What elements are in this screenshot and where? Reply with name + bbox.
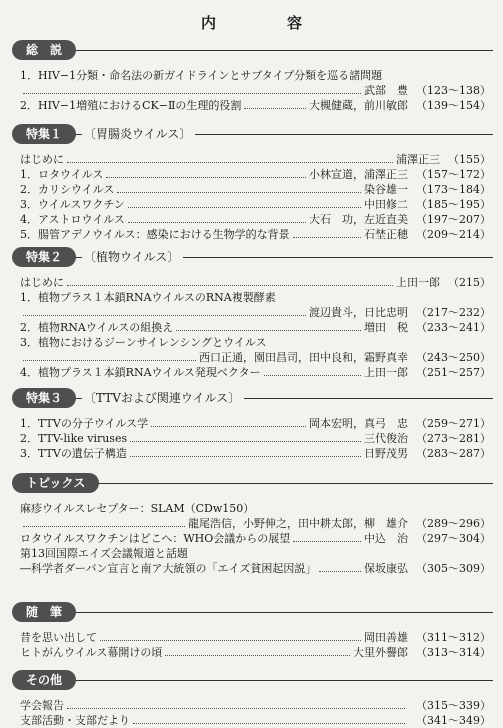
section-header [0,247,503,269]
toc-section [0,124,503,242]
dot-leader [128,222,306,223]
toc-entry-continuation[interactable] [0,305,503,320]
dot-leader [244,108,306,109]
toc-entry[interactable] [0,416,503,431]
section-header [0,124,503,146]
entry-author: 西口正通，園田昌司，田中良和，霜野真幸 [199,351,408,364]
entry-pages: （311〜312） [416,631,491,644]
entry-title: 3．TTVの遺伝子構造 [20,447,127,460]
entry-author: 大里外譽郎 [353,646,408,659]
toc-section [0,473,503,576]
entry-title: 1．ロタウイルス [20,168,104,181]
entry-pages: （173〜184） [416,183,491,196]
entry-author: 上田一郎 [364,366,408,379]
entry-title: 学会報告 [20,699,64,712]
toc-entry[interactable] [0,227,503,242]
toc-entry[interactable] [0,275,503,290]
toc-section [0,40,503,113]
dot-leader [165,655,350,656]
dot-leader [264,375,361,376]
section-entries [0,630,503,660]
dot-leader [23,360,196,361]
entry-author: 浦澤正三 [396,153,440,166]
entry-author: 小林宣道，浦澤正三 [309,168,408,181]
section-entries [0,416,503,461]
section-label: 随 筆 [12,602,76,622]
toc-section [0,670,503,728]
entry-title: はじめに [20,276,64,289]
entry-title: 2．植物RNAウイルスの組換え [20,321,174,334]
toc-entry-continuation[interactable] [0,83,503,98]
section-entries [0,68,503,113]
entry-pages: （289〜296） [416,517,491,530]
section-label: 特集２ [12,247,76,267]
dot-leader [293,541,361,542]
dot-leader [293,237,361,238]
entry-pages: （305〜309） [416,562,491,575]
entry-title: 昔を思い出して [20,631,97,644]
entry-pages: （297〜304） [416,532,491,545]
entry-author: 染谷雄一 [364,183,408,196]
toc-entry[interactable] [0,446,503,461]
section-label: 総 説 [12,40,76,60]
section-label: 特集１ [12,124,76,144]
toc-entry[interactable] [0,531,503,546]
entry-title: 4．植物プラス１本鎖RNAウイルス発現ベクター [20,366,261,379]
dot-leader [117,192,361,193]
entry-pages: （217〜232） [416,306,491,319]
entry-pages: （283〜287） [416,447,491,460]
entry-title: 3．植物におけるジーンサイレンシングとウイルス [20,336,267,349]
entry-author: 龍尾浩信，小野伸之，田中耕太郎，柳 雄介 [188,517,408,530]
dot-leader [100,640,361,641]
toc-entry[interactable] [0,335,503,350]
entry-author: 日野茂男 [364,447,408,460]
section-rule [14,50,493,51]
entry-pages: （273〜281） [416,432,491,445]
entry-title: 2．カリシウイルス [20,183,115,196]
entry-pages: （123〜138） [416,84,491,97]
dot-leader [176,330,361,331]
entry-title: ヒトがんウイルス幕開けの頃 [20,646,163,659]
section-rule [14,612,493,613]
section-header [0,602,503,624]
entry-author: 石埜正穂 [364,228,408,241]
entry-pages: （157〜172） [416,168,491,181]
section-header [0,40,503,62]
entry-author: 中田修二 [364,198,408,211]
entry-title: ロタウイルスワクチンはどこへ：WHO会議からの展望 [20,532,291,545]
entry-author: 大槻健蔵，前川敏郎 [309,99,408,112]
entry-pages: （185〜195） [416,198,491,211]
toc-entry[interactable] [0,698,503,713]
toc-section [0,247,503,380]
entry-pages: （259〜271） [416,417,491,430]
toc-entry[interactable] [0,167,503,182]
dot-leader [128,207,361,208]
entry-author: 中込 治 [364,532,408,545]
entry-title: 3．ウイルスワクチン [20,198,125,211]
entry-pages: （215） [448,276,491,289]
toc-entry[interactable] [0,212,503,227]
section-label: 特集３ [12,388,76,408]
section-entries [0,501,503,576]
toc-entry[interactable] [0,197,503,212]
section-label: トピックス [12,473,99,493]
dot-leader [23,315,306,316]
entry-pages: （243〜250） [416,351,491,364]
entry-title: 1．植物プラス１本鎖RNAウイルスのRNA複製酵素 [20,291,276,304]
toc-entry[interactable] [0,561,503,576]
entry-title: 2．HIV−1増殖におけるCK−Ⅱの生理的役割 [20,99,242,112]
section-entries [0,698,503,728]
dot-leader [151,426,306,427]
toc-entry[interactable] [0,320,503,335]
dot-leader [23,526,185,527]
toc-entry[interactable] [0,546,503,561]
section-subtitle: 〔胃腸炎ウイルス〕 [82,126,195,142]
toc-entry[interactable] [0,98,503,113]
dot-leader [130,441,361,442]
section-header [0,670,503,692]
dot-leader [106,177,306,178]
toc-entry[interactable] [0,365,503,380]
entry-author: 岡田善雄 [364,631,408,644]
entry-title: 第13回国際エイズ会議報道と話題 [20,547,188,560]
entry-author: 増田 税 [364,321,408,334]
toc-entry[interactable] [0,630,503,645]
entry-author: 三代俊治 [364,432,408,445]
entry-author: 武部 豊 [364,84,408,97]
dot-leader [319,571,361,572]
dot-leader [67,162,393,163]
entry-pages: （209〜214） [416,228,491,241]
entry-title: 5．腸管アデノウイルス：感染における生物学的な背景 [20,228,290,241]
section-entries [0,275,503,380]
page-title: 内 容 [200,14,330,32]
entry-pages: （251〜257） [416,366,491,379]
dot-leader [130,456,361,457]
entry-pages: （313〜314） [416,646,491,659]
entry-pages: （341〜349） [416,714,491,727]
toc-entry[interactable] [0,152,503,167]
dot-leader [133,723,405,724]
entry-title: はじめに [20,153,64,166]
entry-pages: （139〜154） [416,99,491,112]
section-subtitle: 〔TTVおよび関連ウイルス〕 [82,390,244,406]
section-label: その他 [12,670,76,690]
entry-title: 麻疹ウイルスレセプター：SLAM（CDw150） [20,502,255,515]
entry-author: 保坂康弘 [364,562,408,575]
entry-pages: （197〜207） [416,213,491,226]
entry-author: 大石 功，左近直美 [309,213,408,226]
section-entries [0,152,503,242]
dot-leader [67,285,393,286]
dot-leader [67,708,405,709]
toc-entry[interactable] [0,501,503,516]
toc-section [0,388,503,461]
entry-title: 2．TTV-like viruses [20,432,128,445]
entry-pages: （233〜241） [416,321,491,334]
entry-title: ―科学者ダーバン宣言と南ア大統領の「エイズ貧困起因説」 [20,562,317,575]
section-rule [14,680,493,681]
section-header [0,473,503,495]
toc-entry[interactable] [0,713,503,728]
toc-entry[interactable] [0,431,503,446]
toc-entry-continuation[interactable] [0,516,503,531]
toc-entry[interactable] [0,645,503,660]
dot-leader [23,93,361,94]
entry-author: 渡辺貴斗，日比忠明 [309,306,408,319]
entry-title: 支部活動・支部だより [20,714,130,727]
section-subtitle: 〔植物ウイルス〕 [82,249,183,265]
entry-pages: （315〜339） [416,699,491,712]
toc-entry[interactable] [0,290,503,305]
entry-title: 1．HIV−1分類・命名法の新ガイドラインとサブタイプ分類を巡る諸問題 [20,69,383,82]
entry-author: 岡本宏明，真弓 忠 [309,417,408,430]
section-header [0,388,503,410]
toc-entry[interactable] [0,182,503,197]
toc-section [0,602,503,660]
toc-entry-continuation[interactable] [0,350,503,365]
entry-author: 上田一郎 [396,276,440,289]
toc-entry[interactable] [0,68,503,83]
entry-title: 4．アストロウイルス [20,213,125,226]
entry-title: 1．TTVの分子ウイルス学 [20,417,149,430]
entry-pages: （155） [448,153,491,166]
